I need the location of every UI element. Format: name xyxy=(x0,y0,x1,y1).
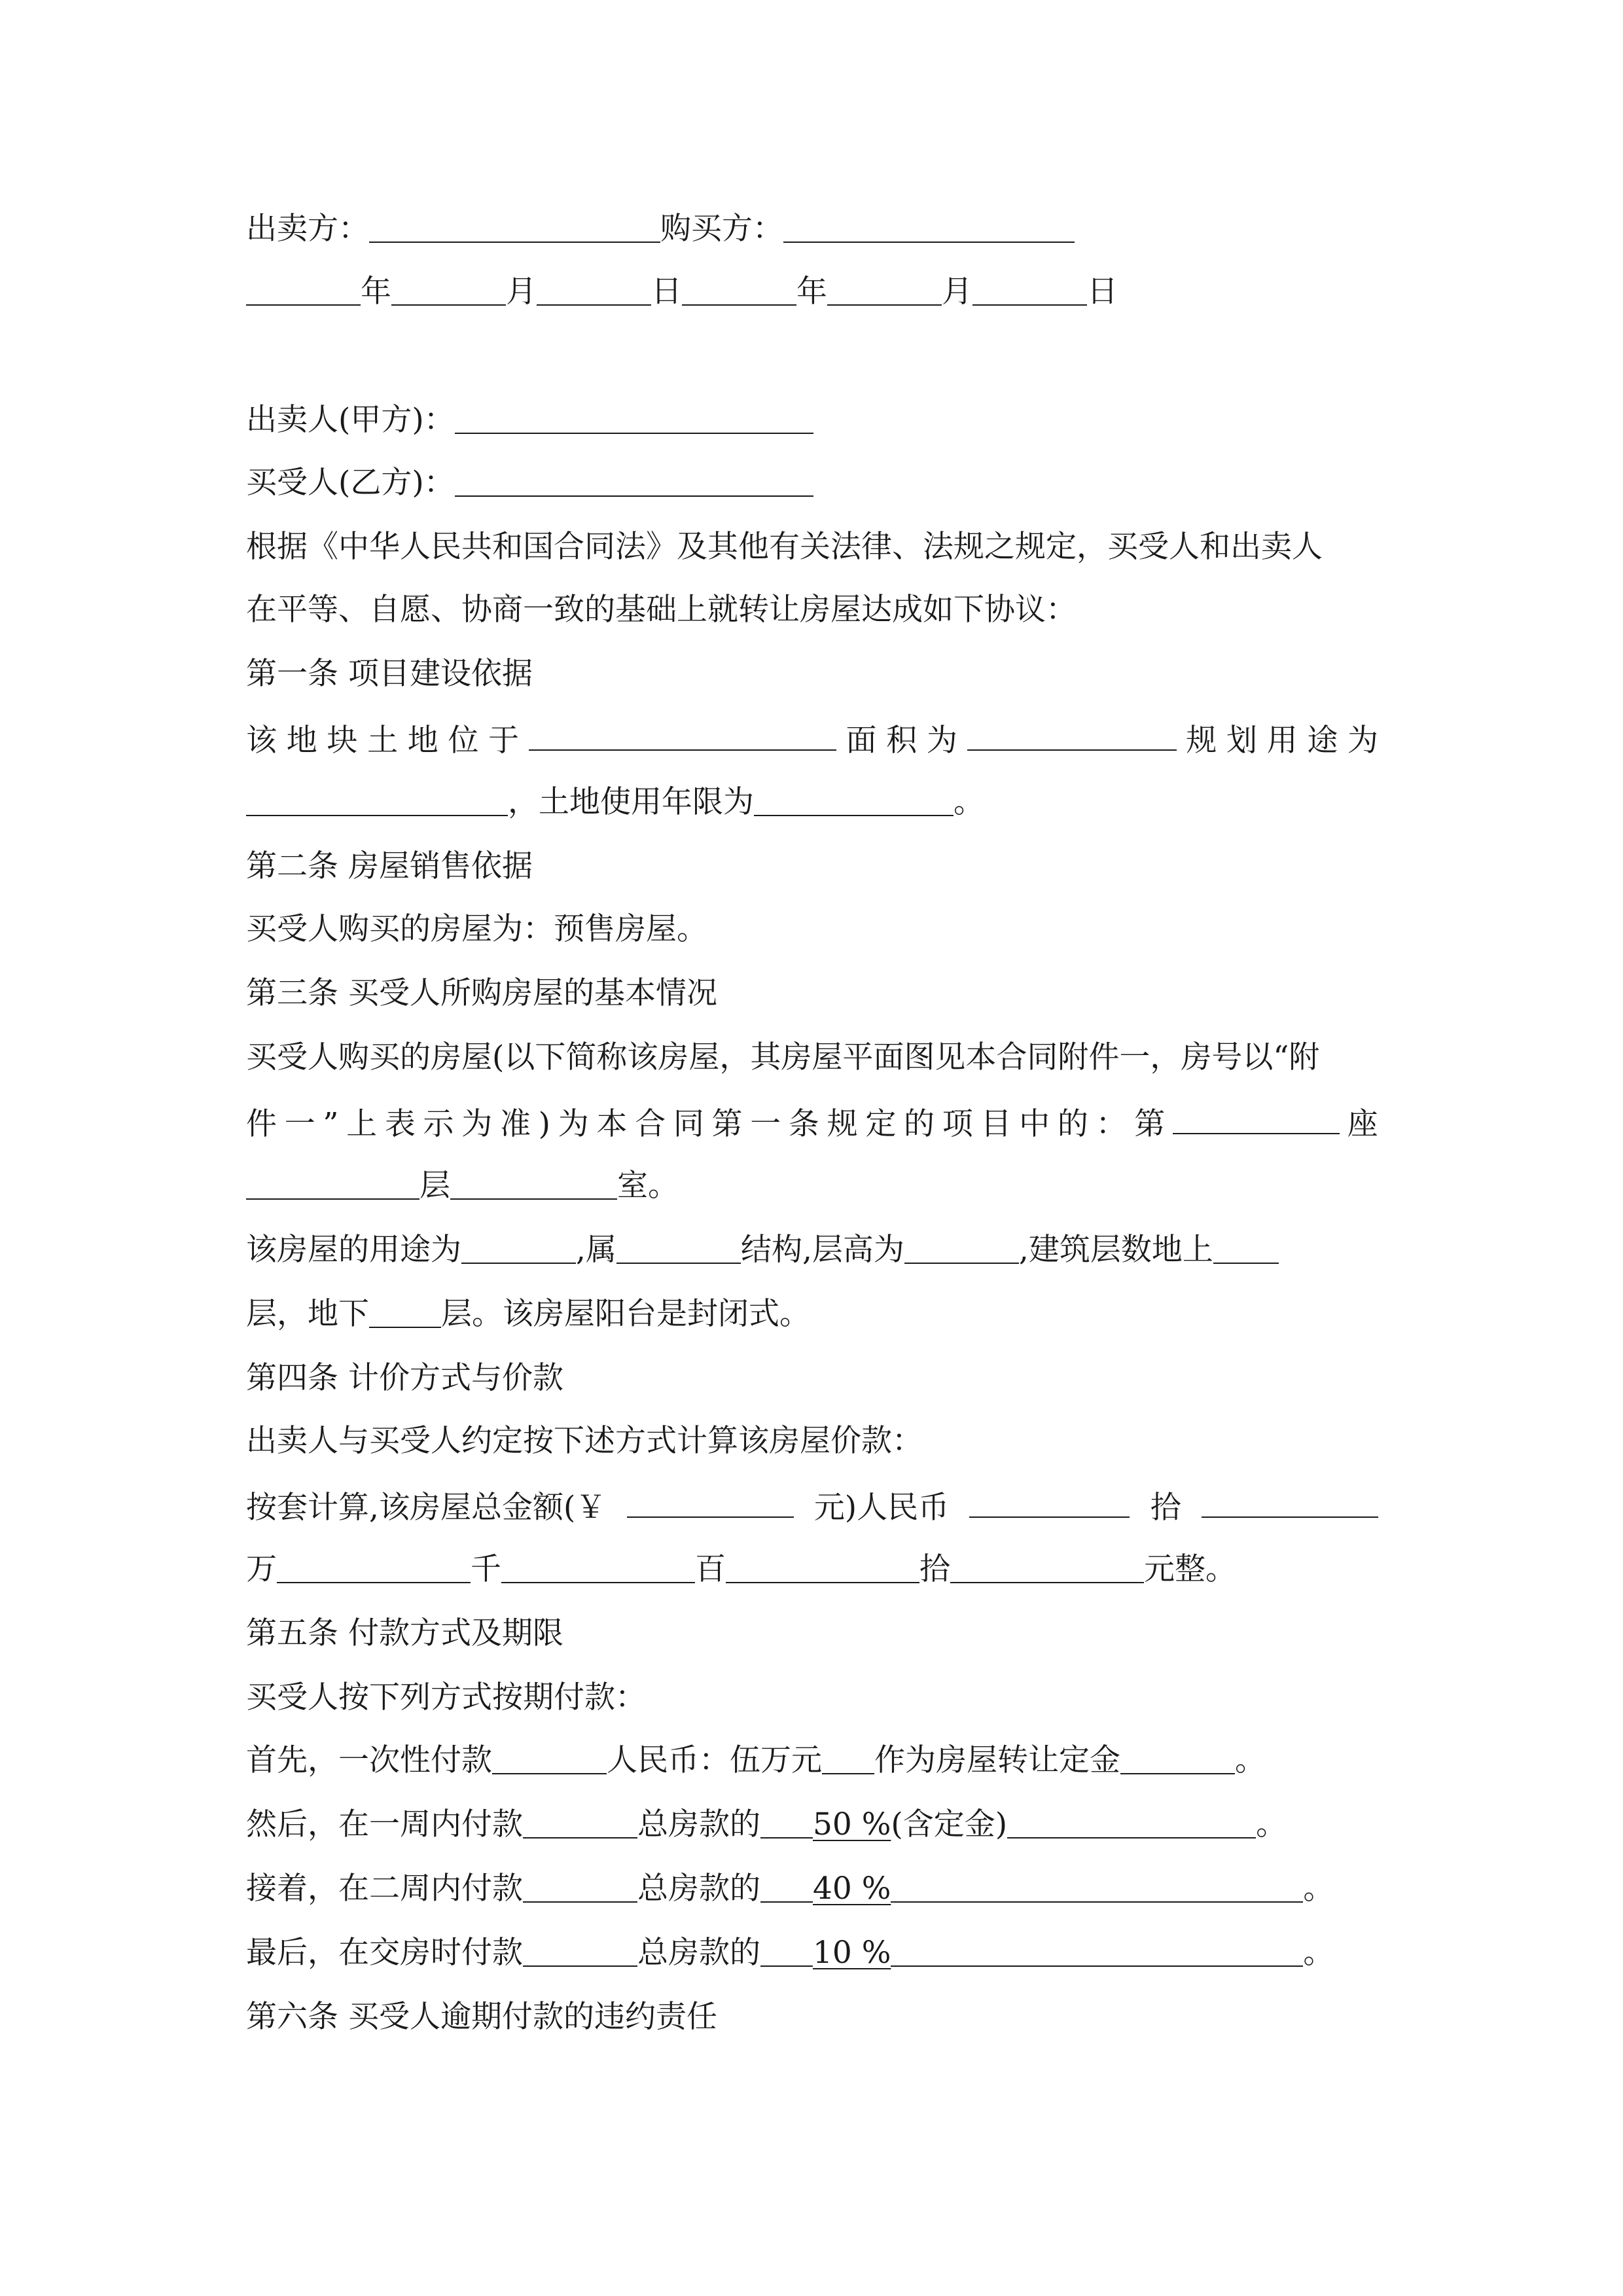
floor-blank xyxy=(246,1168,419,1200)
article4-line-1 xyxy=(246,1486,1378,1528)
buyer-party-line xyxy=(246,463,1378,503)
buyer-blank xyxy=(783,211,1075,243)
blank xyxy=(827,274,942,306)
char: 中 xyxy=(1019,1106,1050,1142)
floors-label: ,建筑层数地上 xyxy=(1018,1232,1213,1268)
wan-blank xyxy=(1202,1486,1378,1518)
total-price-label: 总房款的 xyxy=(637,1871,760,1907)
header-dates-line xyxy=(246,272,1378,312)
wan-label: 万 xyxy=(246,1551,277,1587)
char: ) xyxy=(538,1106,550,1142)
total-amount-blank xyxy=(627,1486,794,1518)
floors-below-blank xyxy=(369,1296,441,1328)
char: 目 xyxy=(980,1106,1012,1142)
char: 划 xyxy=(1226,723,1257,759)
blank xyxy=(760,1806,813,1839)
char: 合 xyxy=(635,1106,666,1142)
article5-intro: 买受人按下列方式按期付款： xyxy=(246,1679,646,1715)
blank xyxy=(760,1871,813,1903)
bai-blank xyxy=(501,1551,695,1583)
day-label: 日 xyxy=(651,274,682,310)
yuan-end-label: 元整。 xyxy=(1144,1551,1236,1587)
char: 第 xyxy=(1134,1106,1166,1142)
payment-fourth-percent: 10 % xyxy=(813,1935,891,1971)
char: 于 xyxy=(488,723,520,759)
char: 本 xyxy=(596,1106,628,1142)
blank xyxy=(760,1935,813,1967)
blank xyxy=(391,274,506,306)
blank xyxy=(891,1935,1303,1967)
article3-line-5 xyxy=(246,1295,1378,1334)
shu-label: ,属 xyxy=(576,1232,616,1268)
blank xyxy=(1120,1742,1235,1774)
char: 该 xyxy=(246,723,277,759)
seller-label: 出卖方： xyxy=(246,211,369,247)
period: 。 xyxy=(1235,1742,1266,1778)
char: 用 xyxy=(1266,723,1298,759)
basement-label: 层，地下 xyxy=(246,1296,369,1332)
land-term-label: ，土地使用年限为 xyxy=(508,784,754,820)
payment-first-label: 首先，一次性付款 xyxy=(246,1742,492,1778)
char: 示 xyxy=(423,1106,454,1142)
char: 的 xyxy=(904,1106,935,1142)
char: 途 xyxy=(1307,723,1338,759)
char: 上 xyxy=(346,1106,378,1142)
char: 同 xyxy=(673,1106,704,1142)
payment-fourth-line xyxy=(246,1933,1378,1973)
qian-label: 千 xyxy=(471,1551,501,1587)
article4-text: 出卖人与买受人约定按下述方式计算该房屋价款： xyxy=(246,1423,923,1459)
blank xyxy=(1007,1806,1256,1839)
article3-line-4 xyxy=(246,1230,1378,1270)
room-blank xyxy=(450,1168,617,1200)
shi2-label: 拾 xyxy=(919,1551,950,1587)
period: 。 xyxy=(954,784,984,820)
char: 面 xyxy=(846,723,877,759)
payment-first-blank xyxy=(492,1742,607,1774)
land-location-blank xyxy=(529,719,836,751)
land-term-blank xyxy=(754,784,954,816)
article4-line-2 xyxy=(246,1550,1378,1589)
blank xyxy=(972,274,1087,306)
char: 表 xyxy=(384,1106,416,1142)
char: 准 xyxy=(499,1106,531,1142)
blank xyxy=(246,274,361,306)
month-label: 月 xyxy=(506,274,537,310)
payment-second-line xyxy=(246,1805,1378,1844)
blank xyxy=(891,1871,1303,1903)
year-label-2: 年 xyxy=(796,274,827,310)
char: ： xyxy=(1096,1106,1127,1142)
month-label-2: 月 xyxy=(942,274,972,310)
shi2-blank xyxy=(726,1551,919,1583)
period: 。 xyxy=(1303,1871,1334,1907)
char: 规 xyxy=(1186,723,1217,759)
year-label: 年 xyxy=(361,274,391,310)
planned-use-blank xyxy=(246,784,508,816)
total-price-label: 总房款的 xyxy=(637,1935,760,1971)
char: 件 xyxy=(246,1106,277,1142)
article5-title: 第五条 付款方式及期限 xyxy=(246,1615,563,1651)
article1-line-1 xyxy=(246,719,1378,761)
room-label: 室。 xyxy=(617,1168,679,1204)
payment-first-amount: 人民币：伍万元 xyxy=(607,1742,822,1778)
day-label-2: 日 xyxy=(1087,274,1118,310)
char: 一 xyxy=(284,1106,315,1142)
char: 地 xyxy=(286,723,317,759)
blank xyxy=(682,274,796,306)
yuan-rmb-label: 元)人民币 xyxy=(813,1490,950,1526)
header-parties-line xyxy=(246,209,1378,249)
article3-line-3 xyxy=(246,1166,1378,1206)
use-blank xyxy=(461,1232,576,1264)
payment-fourth-label: 最后，在交房时付款 xyxy=(246,1935,523,1971)
structure-label: 结构,层高为 xyxy=(740,1232,904,1268)
char: 位 xyxy=(448,723,479,759)
char: 第 xyxy=(711,1106,743,1142)
blank xyxy=(523,1935,637,1967)
article2-title: 第二条 房屋销售依据 xyxy=(246,848,533,884)
article2-text: 买受人购买的房屋为：预售房屋。 xyxy=(246,911,707,947)
floor-label: 层 xyxy=(419,1168,450,1204)
building-blank xyxy=(1173,1102,1340,1134)
height-blank xyxy=(904,1232,1019,1264)
char: 地 xyxy=(407,723,438,759)
payment-first-line xyxy=(246,1741,1378,1780)
buyer-label: 购买方： xyxy=(660,211,783,247)
blank xyxy=(523,1806,637,1839)
zuo-label: 座 xyxy=(1347,1106,1378,1142)
buyer-party-label: 买受人(乙方)： xyxy=(246,465,455,501)
char: 项 xyxy=(942,1106,973,1142)
char: 为 xyxy=(1347,723,1378,759)
char: 的 xyxy=(1057,1106,1088,1142)
intro-line-2: 在平等、自愿、协商一致的基础上就转让房屋达成如下协议： xyxy=(246,592,1077,628)
char: 一 xyxy=(750,1106,781,1142)
char: 为 xyxy=(926,723,957,759)
blank xyxy=(822,1742,874,1774)
char: 条 xyxy=(788,1106,819,1142)
period: 。 xyxy=(1256,1806,1287,1842)
payment-third-label: 接着，在二周内付款 xyxy=(246,1871,523,1907)
deposit-note: (含定金) xyxy=(891,1806,1008,1842)
char: ” xyxy=(323,1106,339,1142)
bai-label: 百 xyxy=(695,1551,726,1587)
payment-second-percent: 50 % xyxy=(813,1806,891,1842)
article6-title: 第六条 买受人逾期付款的违约责任 xyxy=(246,1999,717,2035)
shi-wan-blank xyxy=(969,1486,1130,1518)
char: 定 xyxy=(865,1106,897,1142)
blank xyxy=(537,274,651,306)
payment-third-percent: 40 % xyxy=(813,1871,891,1907)
buyer-party-blank xyxy=(455,465,813,497)
article3-title: 第三条 买受人所购房屋的基本情况 xyxy=(246,975,717,1011)
total-price-label: 总房款的 xyxy=(637,1806,760,1842)
article1-line-2 xyxy=(246,783,1378,822)
floors-above-blank xyxy=(1213,1232,1279,1264)
balcony-text: 层。该房屋阳台是封闭式。 xyxy=(441,1296,810,1332)
article3-line-1: 买受人购买的房屋(以下简称该房屋，其房屋平面图见本合同附件一，房号以“附 xyxy=(246,1039,1320,1075)
shi-label: 拾 xyxy=(1150,1490,1181,1526)
seller-party-blank xyxy=(455,402,813,434)
area-blank xyxy=(967,719,1177,751)
char: 块 xyxy=(327,723,358,759)
article4-title: 第四条 计价方式与价款 xyxy=(246,1360,563,1396)
char: 土 xyxy=(367,723,399,759)
seller-blank xyxy=(369,211,660,243)
char: 为 xyxy=(461,1106,493,1142)
blank xyxy=(523,1871,637,1903)
article3-line-2 xyxy=(246,1102,1378,1144)
payment-first-end: 作为房屋转让定金 xyxy=(874,1742,1120,1778)
total-label: 按套计算,该房屋总金额(￥ xyxy=(246,1490,607,1526)
structure-blank xyxy=(616,1232,741,1264)
yuan-blank xyxy=(950,1551,1144,1583)
char: 为 xyxy=(558,1106,589,1142)
seller-party-line xyxy=(246,401,1378,440)
intro-line-1: 根据《中华人民共和国合同法》及其他有关法律、法规之规定，买受人和出卖人 xyxy=(246,529,1323,565)
qian-blank xyxy=(277,1551,471,1583)
payment-second-label: 然后，在一周内付款 xyxy=(246,1806,523,1842)
use-label: 该房屋的用途为 xyxy=(246,1232,461,1268)
payment-third-line xyxy=(246,1869,1378,1909)
char: 积 xyxy=(886,723,918,759)
seller-party-label: 出卖人(甲方)： xyxy=(246,402,455,438)
char: 规 xyxy=(827,1106,858,1142)
article1-title: 第一条 项目建设依据 xyxy=(246,656,533,692)
period: 。 xyxy=(1303,1935,1334,1971)
